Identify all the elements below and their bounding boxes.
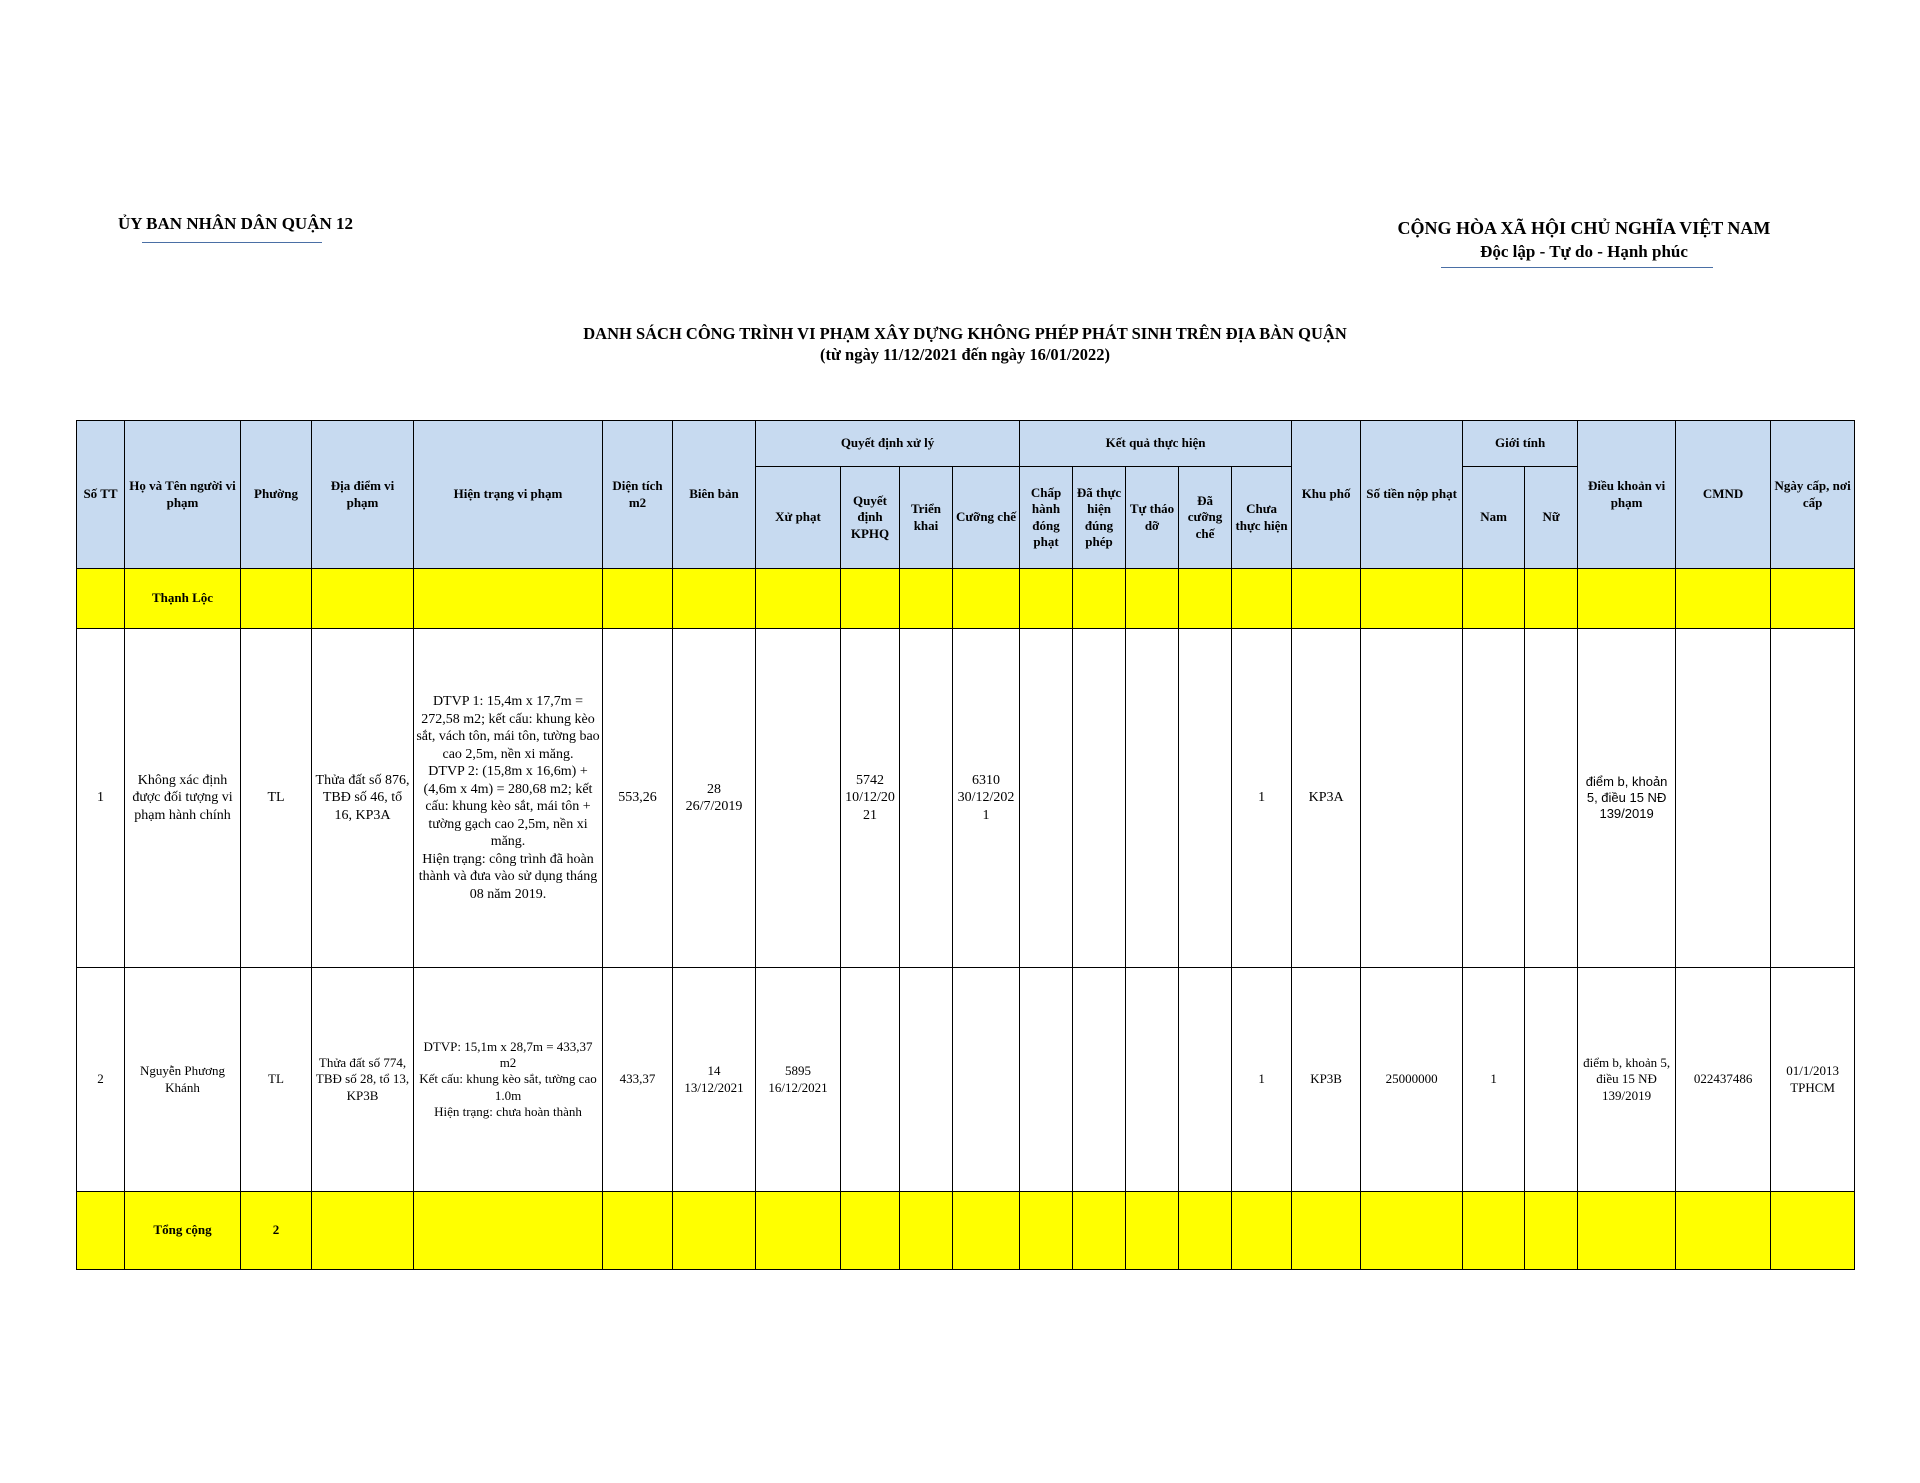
issued-place: TPHCM (1790, 1079, 1835, 1095)
col-group-result: Kết quả thực hiện (1020, 421, 1292, 467)
cell-enforced (1179, 968, 1232, 1192)
cell-fine (756, 629, 841, 968)
cell-status (414, 629, 603, 968)
cell-clause: điểm b, khoản 5, điều 15 NĐ 139/2019 (1578, 629, 1676, 968)
col-header-record: Biên bản (673, 421, 756, 569)
table-row (77, 968, 1855, 1192)
table-row (77, 629, 1855, 968)
cell-ward: TL (241, 629, 312, 968)
col-header-stt: Số TT (77, 421, 125, 569)
col-header-self-demolish: Tự tháo dỡ (1126, 467, 1179, 569)
col-header-enforced: Đã cưỡng chế (1179, 467, 1232, 569)
cell-female (1525, 968, 1578, 1192)
cell-id (1676, 629, 1771, 968)
col-header-ward: Phường (241, 421, 312, 569)
col-header-fine: Xử phạt (756, 467, 841, 569)
col-group-gender: Giới tính (1463, 421, 1578, 467)
authority-underline (142, 242, 322, 243)
title-line-1: DANH SÁCH CÔNG TRÌNH VI PHẠM XÂY DỰNG KHÔNG PHÉP PHÁT SINH TRÊN ĐỊA BÀN QUẬN (583, 324, 1347, 343)
col-header-female: Nữ (1525, 467, 1578, 569)
col-header-not-done: Chưa thực hiện (1232, 467, 1292, 569)
violation-table (76, 420, 1855, 1270)
total-row (77, 1192, 1855, 1270)
record-number: 14 (707, 1063, 721, 1079)
cell-location: Thửa đất số 774, TBĐ số 28, tổ 13, KP3B (312, 968, 414, 1192)
col-header-permitted: Đã thực hiện đúng phép (1073, 467, 1126, 569)
group-row-label: Thạnh Lộc (125, 569, 241, 629)
cell-record (673, 629, 756, 968)
cell-deploy (900, 629, 953, 968)
cell-stt: 2 (77, 968, 125, 1192)
cell-quarter: KP3B (1292, 968, 1361, 1192)
col-header-kphq: Quyết định KPHQ (841, 467, 900, 569)
cell-permitted (1073, 968, 1126, 1192)
cell-quarter: KP3A (1292, 629, 1361, 968)
enforce-number: 6310 (972, 772, 1001, 788)
cell-male (1463, 629, 1525, 968)
col-header-deploy: Triển khai (900, 467, 953, 569)
cell-kphq (841, 629, 900, 968)
cell-issued (1771, 629, 1855, 968)
cell-stt: 1 (77, 629, 125, 968)
cell-area: 553,26 (603, 629, 673, 968)
col-header-clause: Điều khoản vi phạm (1578, 421, 1676, 569)
col-header-issued: Ngày cấp, nơi cấp (1771, 421, 1855, 569)
col-header-paid: Chấp hành đóng phạt (1020, 467, 1073, 569)
cell-area: 433,37 (603, 968, 673, 1192)
cell-issued (1771, 968, 1855, 1192)
cell-self-demolish (1126, 968, 1179, 1192)
record-date: 13/12/2021 (684, 1079, 744, 1095)
col-header-id: CMND (1676, 421, 1771, 569)
total-count: 2 (241, 1192, 312, 1270)
record-number: 28 (707, 781, 721, 797)
col-header-name: Họ và Tên người vi phạm (125, 421, 241, 569)
col-group-decision: Quyết định xử lý (756, 421, 1020, 467)
cell-enforce (953, 629, 1020, 968)
status-part-3: Hiện trạng: chưa hoàn thành (434, 1103, 582, 1119)
cell-clause: điểm b, khoản 5, điều 15 NĐ 139/2019 (1578, 968, 1676, 1192)
status-part-1: DTVP: 15,1m x 28,7m = 433,37 m2 (423, 1038, 593, 1071)
fine-number: 5895 (785, 1063, 811, 1079)
record-date: 26/7/2019 (685, 799, 743, 814)
issuing-authority: ỦY BAN NHÂN DÂN QUẬN 12 (118, 214, 354, 233)
col-header-location: Địa điểm vi phạm (312, 421, 414, 569)
status-part-2: Kết cấu: khung kèo sắt, tường cao 1.0m (419, 1071, 597, 1103)
title-line-2: (từ ngày 11/12/2021 đến ngày 16/01/2022) (820, 345, 1110, 364)
enforce-date: 30/12/2021 (957, 790, 1015, 823)
motto-underline (1441, 267, 1713, 268)
status-part-3: Hiện trạng: công trình đã hoàn thành và đưa vào sử dụng tháng 08 năm 2019. (418, 851, 598, 902)
cell-kphq (841, 968, 900, 1192)
cell-location: Thửa đất số 876, TBĐ số 46, tổ 16, KP3A (312, 629, 414, 968)
cell-enforced (1179, 629, 1232, 968)
cell-ward: TL (241, 968, 312, 1192)
cell-male: 1 (1463, 968, 1525, 1192)
col-header-status: Hiện trạng vi phạm (414, 421, 603, 569)
issued-date: 01/1/2013 (1786, 1063, 1839, 1079)
cell-deploy (900, 968, 953, 1192)
col-header-enforce: Cưỡng chế (953, 467, 1020, 569)
col-header-quarter: Khu phố (1292, 421, 1361, 569)
col-header-amount: Số tiền nộp phạt (1361, 421, 1463, 569)
status-part-1: DTVP 1: 15,4m x 17,7m = 272,58 m2; kết cấu: khung kèo sắt, vách tôn, mái tôn, tường bao cao 2,5m, nền xi măng. (416, 694, 600, 762)
cell-fine (756, 968, 841, 1192)
kphq-date: 10/12/2021 (845, 790, 895, 823)
cell-status (414, 968, 603, 1192)
cell-paid (1020, 629, 1073, 968)
cell-id: 022437486 (1676, 968, 1771, 1192)
header-row-1 (77, 421, 1855, 467)
status-part-2: DTVP 2: (15,8m x 16,6m) + (4,6m x 4m) = 280,68 m2; kết cấu: khung kèo sắt, mái tôn + tường gạch cao 2,5m, nền xi măng. (423, 764, 593, 849)
cell-self-demolish (1126, 629, 1179, 968)
cell-record (673, 968, 756, 1192)
fine-date: 16/12/2021 (768, 1079, 828, 1095)
col-header-male: Nam (1463, 467, 1525, 569)
cell-name: Nguyễn Phương Khánh (125, 968, 241, 1192)
motto-line: Độc lập - Tự do - Hạnh phúc (1480, 242, 1688, 261)
country-name: CỘNG HÒA XÃ HỘI CHỦ NGHĨA VIỆT NAM (1397, 218, 1771, 238)
national-motto (1384, 218, 1784, 262)
cell-enforce (953, 968, 1020, 1192)
cell-amount (1361, 629, 1463, 968)
total-label: Tổng cộng (125, 1192, 241, 1270)
cell-not-done: 1 (1232, 629, 1292, 968)
cell-not-done: 1 (1232, 968, 1292, 1192)
col-header-area: Diện tích m2 (603, 421, 673, 569)
cell-permitted (1073, 629, 1126, 968)
document-title (0, 323, 1920, 365)
group-row-thanh-loc (77, 569, 1855, 629)
cell-female (1525, 629, 1578, 968)
cell-amount: 25000000 (1361, 968, 1463, 1192)
cell-name: Không xác định được đối tượng vi phạm hành chính (125, 629, 241, 968)
kphq-number: 5742 (856, 772, 884, 788)
cell-paid (1020, 968, 1073, 1192)
